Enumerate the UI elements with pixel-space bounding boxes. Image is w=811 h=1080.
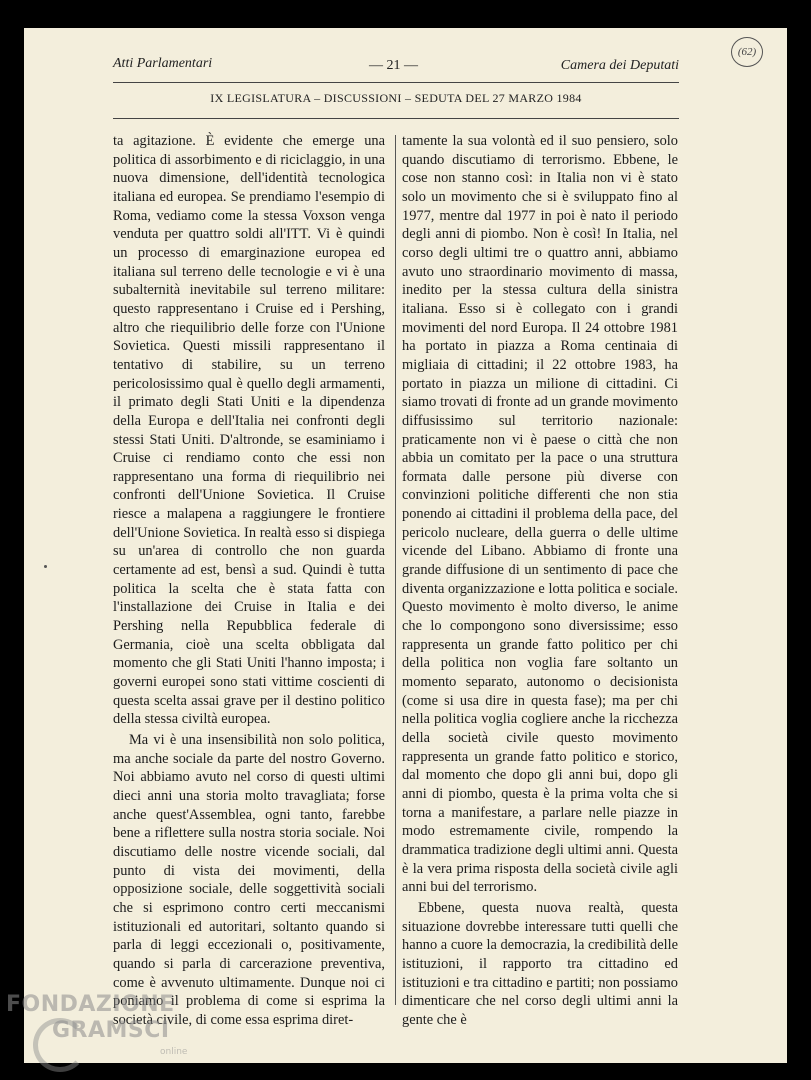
handwritten-page-mark: (62) [731,37,763,67]
subheader-rule [113,118,679,119]
watermark-line2: GRAMSCI [52,1018,170,1043]
column-divider [395,135,396,1005]
left-column [113,132,385,1030]
watermark-online: online [160,1047,188,1057]
session-subheader: IX LEGISLATURA – DISCUSSIONI – SEDUTA DEL 27 MARZO 1984 [210,91,582,105]
watermark-line1: FONDAZIONE [6,992,175,1017]
header-page-number: — 21 — [369,58,418,73]
document-page [24,28,787,1063]
header-left: Atti Parlamentari [113,56,213,71]
header-right: Camera dei Deputati [560,58,679,73]
watermark [6,992,175,1044]
left-paragraph-1: ta agitazione. È evidente che emerge una politica di assorbimento e di riciclaggio, in una nuova dimensione, dell'identità tecnologica italiana ed europea. Se prendiamo l'esempio di Roma, vediamo come la stessa Voxson venga venduta per quattro soldi all'ITT. Vi è quindi un processo di emarginazione europea ed italiana sul terreno delle tecnologie e vi è una subalternità inevitabile sul terreno militare: questo rappresentano i Cruise ed i Pershing, altro che riequilibrio delle forze con l'Unione Sovietica. Questi missili rappresentano il tentativo di stabilire, su un terreno pericolosissimo qual è quello degli armamenti, il primato degli Stati Uniti e la dipendenza della Europa e dell'Italia nei confronti degli stessi Stati Uniti. D'altronde, se esaminiamo i Cruise ci rendiamo conto che essi non rappresentano una forma di riequilibrio nei confronti dell'Unione Sovietica. Il Cruise riesce a malapena a raggiungere le frontiere dell'Unione Sovietica. In realtà esso si dispiega su un'area di controllo che non guarda certamente ad est, bensì a sud. Quindi è tutta politica la scelta che è stata fatta con l'installazione dei Cruise in Italia e dei Pershing nella Repubblica federale di Germania, cioè una scelta obbligata dal momento che gli Stati Uniti l'hanno imposta; i governi europei sono stati vittime coscienti di questa scelta assai grave per il destino politico della stessa civiltà europea. [113,133,385,728]
margin-speck [44,565,47,568]
right-paragraph-1: tamente la sua volontà ed il suo pensiero, solo quando discutiamo di terrorismo. Ebbene, le cose non stanno così: in Italia non vi è stato solo un movimento che si è sviluppato fino al 1977, mentre dal 1977 in poi è nato il periodo degli anni di piombo. Non è così! In Italia, nel corso degli ultimi tre o quattro anni, abbiamo avuto uno straordinario movimento di massa, inedito per la stessa cultura della sinistra italiana. Esso si è collegato con i grandi movimenti del nord Europa. Il 24 ottobre 1981 ha portato in piazza a Roma centinaia di migliaia di cittadini; il 22 ottobre 1983, ha portato in piazza un milione di cittadini. Ci siamo trovati di fronte ad un grande movimento diffusissimo sul territorio nazionale: praticamente non vi è paese o città che non abbia un comitato per la pace o una struttura formata dalle persone più diverse con convinzioni politiche differenti che non stia ponendo ai cittadini il problema della pace, del pericolo nucleare, della guerra o delle ultime vicende del Libano. Abbiamo di fronte una grande diffusione di un sentimento di pace che diventa organizzazione e lotta politica e sociale. Questo movimento è molto diverso, le anime che lo compongono sono diversissime; esso rappresenta un grande fatto politico per chi della politica non voglia fare soltanto un momento separato, autonomo o decisionista (come si usa dire in questa fase); ma per chi nella politica voglia cogliere anche la ricchezza della società civile questo movimento rappresenta un grande fatto politico e storico, dal momento che dopo gli anni bui, dopo gli anni di piombo, questa è la prima volta che si torna a manifestare, a parlare nelle piazze in modo estremamente civile, rompendo la drammatica tradizione degli ultimi anni. Questa è la vera prima risposta della società civile agli anni bui del terrorismo. [402,133,678,896]
left-paragraph-2: Ma vi è una insensibilità non solo politica, ma anche sociale da parte del nostro Governo. Noi abbiamo avuto nel corso di questi ultimi dieci anni una storia molto travagliata; forse anche quest'Assemblea, ogni tanto, farebbe bene a riflettere sulla nostra storia sociale. Noi discutiamo delle nostre vicende sociali, dal punto di vista dei movimenti, della opposizione sociale, delle soggettività sociali che si esprimono contro certi meccanismi istituzionali ed autoritari, soltanto quando si parla di leggi eccezionali o, positivamente, quando si parla di carcerazione preventiva, come è avvenuto ultimamente. Dunque noi ci poniamo il problema di come si esprima la società civile, di come essa esprima diret- [113,732,385,1028]
right-paragraph-2: Ebbene, questa nuova realtà, questa situazione dovrebbe interessare tutti quelli che hanno a cuore la democrazia, la credibilità delle istituzioni, il rapporto tra cittadino ed istituzioni e tra cittadino e partiti; non possiamo dimenticare che nel corso degli ultimi anni la gente che è [402,899,678,1028]
right-column [402,132,678,1030]
header-rule [113,82,679,83]
